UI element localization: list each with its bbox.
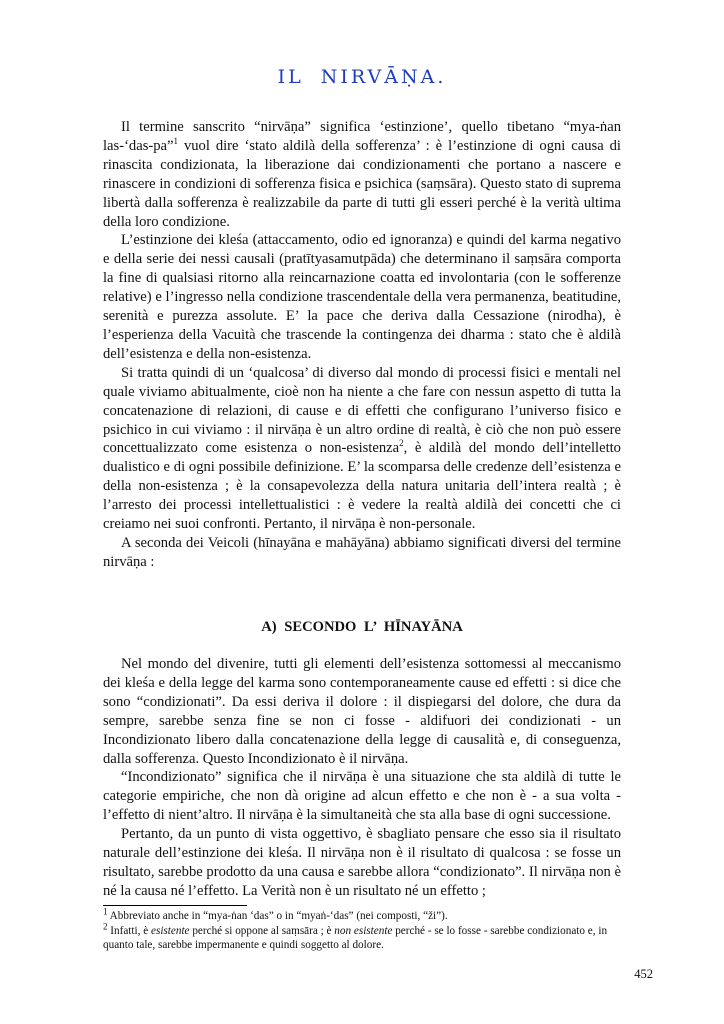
footnote-text: Abbreviato anche in “mya-ṅan ‘das” o in “myaṅ-‘das” (nei composti, “ži”). — [107, 910, 448, 922]
intro-section — [103, 118, 621, 572]
footnote-ref: 1 — [173, 136, 178, 147]
footnote-separator — [103, 905, 247, 906]
paragraph — [103, 364, 621, 534]
paragraph-text: vuol dire ‘stato aldilà della sofferenza’ : è l’estinzione di ogni causa di rinascita condizionata, la liberazione dai condizionamenti che portano a nascere e rinascere in condizioni di sofferenza fisica e psichica (saṃsāra). Questo stato di suprema libertà dalla sofferenza è realizzabile da parte di tutti gli esseri perché è la verità ultima della loro condizione. — [103, 137, 621, 230]
footnote-number: 1 — [103, 906, 108, 917]
footnote — [103, 906, 621, 924]
hinayana-section — [103, 655, 621, 901]
page-number: 452 — [634, 967, 653, 981]
paragraph-text: , è aldilà del mondo dell’intelletto dualistico e di ogni possibile definizione. E’ la scomparsa delle credenze dell’esistenza e della non-esistenza ; è la consapevolezza della natura unitaria dell’intera realtà ; è l’arresto dei processi intellettualistici : è vedere la realtà aldilà dei concetti che ci creiamo nei suoi confronti. Pertanto, il nirvāṇa è non-personale. — [103, 440, 621, 533]
footnote-number: 2 — [103, 920, 108, 931]
paragraph: A seconda dei Veicoli (hīnayāna e mahāyāna) abbiamo significati diversi del termine nirvāṇa : — [103, 534, 621, 570]
paragraph: L’estinzione dei kleśa (attaccamento, odio ed ignoranza) e quindi del karma negativo e della serie dei nessi causali (pratītyasamutpāda) che determinano il saṃsāra comporta la fine di qualsiasi ritorno alla reincarnazione coatta ed involontaria (con le sofferenze relative) e l’ingresso nella condizione trascendentale della vera permanenza, beatitudine, serenità e purezza assolute. E’ la pace che deriva dalla Cessazione (nirodha), è l’esperienza della Vacuità che trascende la contingenza dei dharma : stato che è aldilà dell’esistenza e della non-esistenza. — [103, 232, 621, 362]
paragraph: Nel mondo del divenire, tutti gli elementi dell’esistenza sottomessi al meccanismo dei kleśa e della legge del karma sono contemporaneamente cause ed effetti : si dice che sono “condizionati”. Da essi deriva il dolore : il dispiegarsi del dolore, che dura da sempre, sarebbe senza fine se non ci fosse - aldifuori dei condizionati - un Incondizionato libero dalla concatenazione della legge di causalità e, di conseguenza, dalla sofferenza. Questo Incondizionato è il nirvāṇa. — [103, 656, 621, 767]
footnote-emphasis: esistente — [151, 924, 190, 937]
page-title: IL NIRVĀṆA. — [277, 66, 447, 88]
footnote-text: perché - se lo fosse - sarebbe condizionato e, in quanto tale, sarebbe impermanente e quindi soggetto al dolore. — [103, 924, 608, 951]
footnote-emphasis: non esistente — [334, 924, 393, 937]
section-heading: A) SECONDO L’ HĪNAYĀNA — [261, 619, 463, 635]
footnote-text: perché si oppone al saṃsāra ; è — [189, 924, 335, 937]
paragraph: Pertanto, da un punto di vista oggettivo, è sbagliato pensare che esso sia il risultato naturale dell’estinzione dei kleśa. Il nirvāṇa non è il risultato di qualcosa : se fosse un risultato, sarebbe prodotto da una causa e sarebbe allora “condizionato”. Il nirvāṇa non è né la causa né l’effetto. La Verità non è un risultato né un effetto ; — [103, 826, 621, 899]
paragraph — [103, 118, 621, 231]
footnote — [103, 920, 621, 953]
footnotes — [103, 906, 621, 953]
paragraph: “Incondizionato” significa che il nirvāṇa è una situazione che sta aldilà di tutte le categorie empiriche, che non dà origine ad alcun effetto e che non è - a sua volta - l’effetto di nient’altro. Il nirvāṇa è la simultaneità che sta alla base di ogni successione. — [103, 769, 621, 824]
paragraph-text: Il termine sanscrito “nirvāṇa” significa ‘estinzione’, quello tibetano “mya-ṅan las-‘das-pa” — [103, 119, 621, 154]
footnote-text: Infatti, è — [107, 924, 151, 937]
footnote-ref: 2 — [399, 438, 404, 449]
paragraph-text: Si tratta quindi di un ‘qualcosa’ di diverso dal mondo di processi fisici e mentali nel quale viviamo abitualmente, cioè non ha niente a che fare con nessun aspetto di tutta la concatenazione di relazioni, di cause e di effetti che configurano l’universo fisico e psichico in cui viviamo : il nirvāṇa è un altro ordine di realtà, è ciò che non può essere concettualizzato come esistenza o non-esistenza — [103, 364, 621, 457]
